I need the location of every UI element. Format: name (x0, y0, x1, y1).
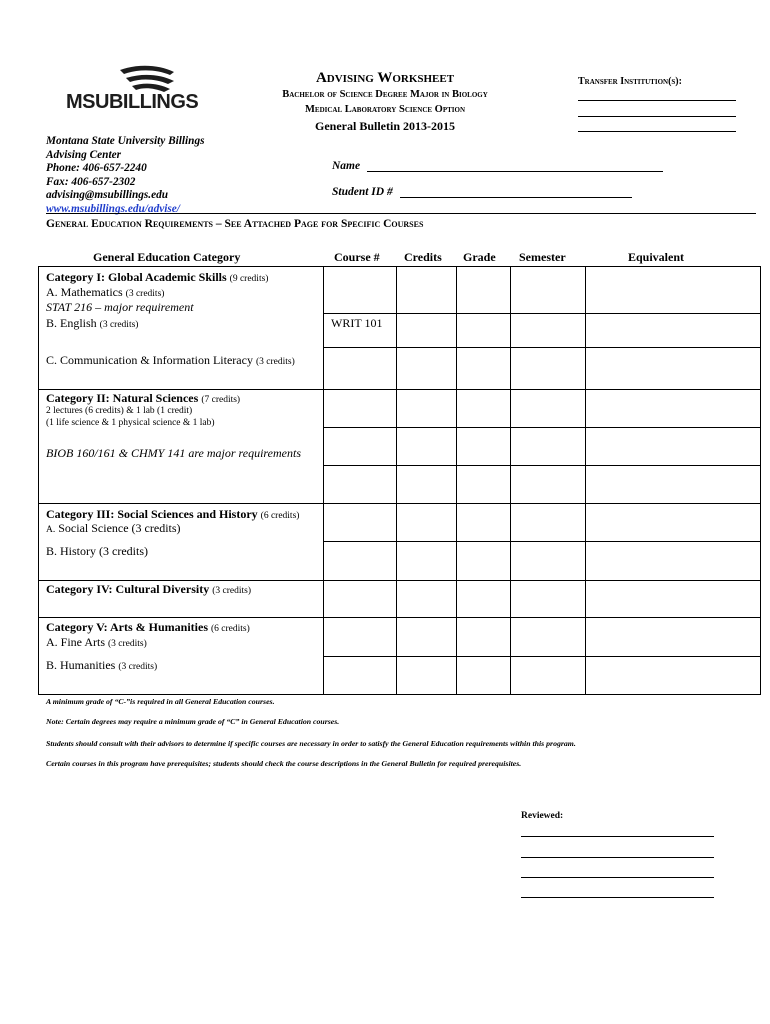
col-course: Course # (334, 250, 380, 264)
reviewed-line-3[interactable] (521, 877, 714, 878)
math-row: A. Mathematics (3 credits) (46, 285, 165, 299)
option-title: Medical Laboratory Science Option (304, 104, 466, 115)
advising-center: Advising Center (46, 148, 122, 161)
cat5-title: Category V: Arts & Humanities (6 credits) (46, 620, 250, 634)
cat3-title: Category III: Social Sciences and History (6 credits) (46, 507, 300, 521)
email-address: advising@msubillings.edu (46, 189, 169, 201)
degree-title: Bachelor of Science Degree Major in Biology (282, 89, 488, 100)
cat4-title: Category IV: Cultural Diversity (3 credits) (46, 582, 251, 596)
reviewed-line-1[interactable] (521, 836, 714, 837)
website-link[interactable]: www.msubillings.edu/advise/ (46, 202, 180, 215)
contact-block (46, 135, 205, 216)
cat2-title: Category II: Natural Sciences (7 credits) (46, 391, 241, 405)
section-heading: General Education Requirements – See Attached Page for Specific Courses (46, 218, 424, 230)
note-certain-degrees: Note: Certain degrees may require a minimum grade of “C” in General Education courses. (46, 717, 340, 726)
cat2-sciences: (1 life science & 1 physical science & 1 lab) (46, 418, 215, 428)
reviewed-line-4[interactable] (521, 897, 714, 898)
name-field[interactable] (332, 160, 663, 172)
bulletin-title: General Bulletin 2013-2015 (315, 119, 455, 133)
fine-arts-row: A. Fine Arts (3 credits) (46, 635, 147, 649)
comm-row: C. Communication & Information Literacy (3 credits) (46, 353, 295, 367)
name-label: Name (332, 160, 361, 172)
transfer-institution-label: Transfer Institution(s): (578, 76, 682, 87)
fax-number: Fax: 406-657-2302 (46, 175, 136, 188)
col-grade: Grade (463, 250, 496, 264)
student-id-field[interactable] (332, 186, 632, 198)
english-course: WRIT 101 (331, 316, 383, 330)
phone-number: Phone: 406-657-2240 (46, 162, 147, 174)
cat1-title: Category I: Global Academic Skills (9 credits) (46, 270, 269, 284)
logo-text: MSUBILLINGS (66, 91, 199, 113)
reviewed-line-2[interactable] (521, 857, 714, 858)
transfer-institution-line-3[interactable] (578, 131, 736, 132)
col-credits: Credits (404, 250, 442, 264)
cat2-major-requirement: BIOB 160/161 & CHMY 141 are major requirements (46, 446, 301, 460)
col-category: General Education Category (93, 250, 241, 264)
name-input-line[interactable] (367, 162, 663, 172)
col-semester: Semester (519, 250, 566, 264)
reviewed-label: Reviewed: (521, 811, 564, 821)
student-id-label: Student ID # (332, 186, 393, 198)
page-title: Advising Worksheet (315, 70, 455, 86)
divider-rule (46, 213, 756, 214)
english-row: B. English (3 credits) (46, 316, 139, 330)
cat2-lectures: 2 lectures (6 credits) & 1 lab (1 credit) (46, 406, 193, 416)
msu-billings-logo (66, 66, 216, 114)
university-name: Montana State University Billings (46, 135, 205, 147)
humanities-row: B. Humanities (3 credits) (46, 658, 158, 672)
student-id-input-line[interactable] (400, 188, 632, 198)
stat-requirement: STAT 216 – major requirement (46, 300, 194, 314)
note-consult-advisors: Students should consult with their advisors to determine if specific courses are necessary in order to satisfy the General Education requirements within this program. (46, 739, 576, 748)
note-prerequisites: Certain courses in this program have prerequisites; students should check the course descriptions in the General Bulletin for required prerequisites. (46, 759, 522, 768)
transfer-institution-line-2[interactable] (578, 116, 736, 117)
social-science-row: A. Social Science (3 credits) (46, 521, 181, 535)
transfer-institution-line-1[interactable] (578, 100, 736, 101)
note-minimum-grade: A minimum grade of “C-”is required in all General Education courses. (46, 697, 275, 706)
logo-swoosh-icon (118, 64, 178, 94)
col-equivalent: Equivalent (628, 250, 685, 264)
history-row: B. History (3 credits) (46, 544, 148, 558)
